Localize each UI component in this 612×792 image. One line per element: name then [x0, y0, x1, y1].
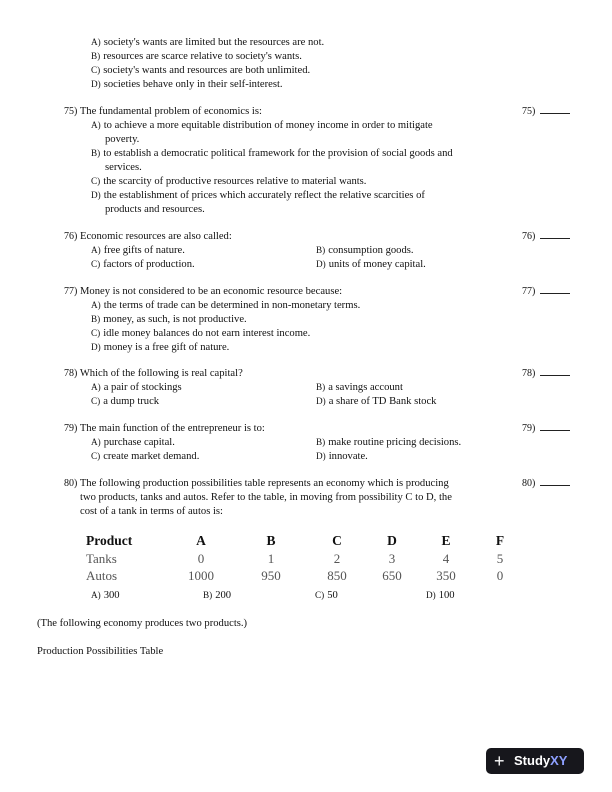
q76-answer-line: 76): [522, 230, 570, 244]
q77-option-d: D) money is a free gift of nature.: [91, 342, 230, 353]
q77-answer-line: 77): [522, 285, 570, 299]
table-row: [86, 567, 526, 585]
q79-stem: 79) The main function of the entrepreneur is to:: [64, 423, 265, 434]
q75-answer-blank[interactable]: [540, 105, 570, 114]
q78-stem: 78) Which of the following is real capital?: [64, 368, 243, 379]
studyxy-badge[interactable]: [486, 748, 584, 774]
table-header-cell: Product: [86, 533, 133, 548]
table-cell: 3: [388, 550, 396, 566]
q77-answer-blank[interactable]: [540, 285, 570, 294]
q75-option-b: B) to establish a democratic political framework for the provision of social goods and: [91, 148, 453, 159]
q76-option-b: B) consumption goods.: [316, 245, 414, 256]
q78-answer-line: 78): [522, 367, 570, 381]
q74-option-c: C) society's wants and resources are both unlimited.: [91, 65, 311, 76]
q80-option-d: D) 100: [426, 590, 455, 601]
footer-title: Production Possibilities Table: [37, 646, 164, 657]
q80-answer-line: 80): [522, 477, 570, 491]
table-cell: 5: [496, 550, 504, 566]
production-possibilities-table: [86, 532, 526, 585]
q74-option-d: D) societies behave only in their self-interest.: [91, 79, 283, 90]
table-cell: 1000: [188, 568, 214, 583]
q76-option-c: C) factors of production.: [91, 259, 195, 270]
q80-stem-line-2: two products, tanks and autos. Refer to the table, in moving from possibility C to D, the: [80, 492, 452, 503]
table-cell: 1: [267, 550, 275, 566]
q77-stem: 77) Money is not considered to be an economic resource because:: [64, 286, 343, 297]
table-header-cell: A: [196, 533, 206, 548]
brand-logo-text: StudyXY: [514, 753, 568, 768]
q80-option-b: B) 200: [203, 590, 232, 601]
q79-option-b: B) make routine pricing decisions.: [316, 437, 462, 448]
table-header-cell: E: [441, 533, 451, 548]
q77-option-c: C) idle money balances do not earn interest income.: [91, 328, 311, 339]
q79-answer-blank[interactable]: [540, 422, 570, 431]
footer-note: (The following economy produces two products.): [37, 618, 248, 629]
q80-answer-blank[interactable]: [540, 477, 570, 486]
table-header-cell: F: [495, 533, 505, 548]
q78-option-d: D) a share of TD Bank stock: [316, 396, 437, 407]
table-header-cell: C: [332, 533, 342, 548]
table-cell: 2: [333, 550, 341, 566]
table-cell: 4: [442, 550, 450, 566]
table-cell: 0: [496, 568, 504, 583]
q78-option-b: B) a savings account: [316, 382, 403, 393]
q76-stem: 76) Economic resources are also called:: [64, 231, 232, 242]
q77-option-b: B) money, as such, is not productive.: [91, 314, 247, 325]
q78-option-a: A) a pair of stockings: [91, 382, 182, 393]
q76-option-d: D) units of money capital.: [316, 259, 426, 270]
table-cell: 650: [382, 568, 402, 583]
q75-answer-line: 75): [522, 105, 570, 119]
table-cell: 350: [436, 568, 456, 583]
table-header-row: [86, 532, 526, 550]
table-row: [86, 550, 526, 568]
table-cell: 0: [197, 550, 205, 566]
q80-option-c: C) 50: [315, 590, 338, 601]
q76-option-a: A) free gifts of nature.: [91, 245, 185, 256]
table-cell: 950: [261, 568, 281, 583]
table-header-cell: B: [266, 533, 276, 548]
table-cell: Tanks: [86, 550, 117, 566]
q80-stem-line-1: 80) The following production possibilities table represents an economy which is producing: [64, 478, 449, 489]
q75-stem: 75) The fundamental problem of economics is:: [64, 106, 262, 117]
q79-option-d: D) innovate.: [316, 451, 368, 462]
q74-option-b: B) resources are scarce relative to society's wants.: [91, 51, 302, 62]
q79-option-c: C) create market demand.: [91, 451, 200, 462]
q79-answer-line: 79): [522, 422, 570, 436]
q76-answer-blank[interactable]: [540, 230, 570, 239]
q77-option-a: A) the terms of trade can be determined in non-monetary terms.: [91, 300, 361, 311]
q75-option-a: A) to achieve a more equitable distribution of money income in order to mitigate: [91, 120, 433, 131]
q75-option-b-cont: services.: [105, 162, 142, 173]
q75-option-a-cont: poverty.: [105, 134, 140, 145]
q75-option-d-cont: products and resources.: [105, 204, 205, 215]
table-cell: Autos: [86, 568, 118, 583]
q75-option-d: D) the establishment of prices which accurately reflect the relative scarcities of: [91, 190, 425, 201]
plus-icon: +: [494, 751, 505, 771]
q80-stem-line-3: cost of a tank in terms of autos is:: [80, 506, 223, 517]
q74-option-a: A) society's wants are limited but the resources are not.: [91, 37, 325, 48]
q80-option-a: A) 300: [91, 590, 120, 601]
q78-option-c: C) a dump truck: [91, 396, 160, 407]
table-cell: 850: [327, 568, 347, 583]
table-header-cell: D: [387, 533, 397, 548]
q79-option-a: A) purchase capital.: [91, 437, 175, 448]
q75-option-c: C) the scarcity of productive resources relative to material wants.: [91, 176, 367, 187]
q78-answer-blank[interactable]: [540, 367, 570, 376]
